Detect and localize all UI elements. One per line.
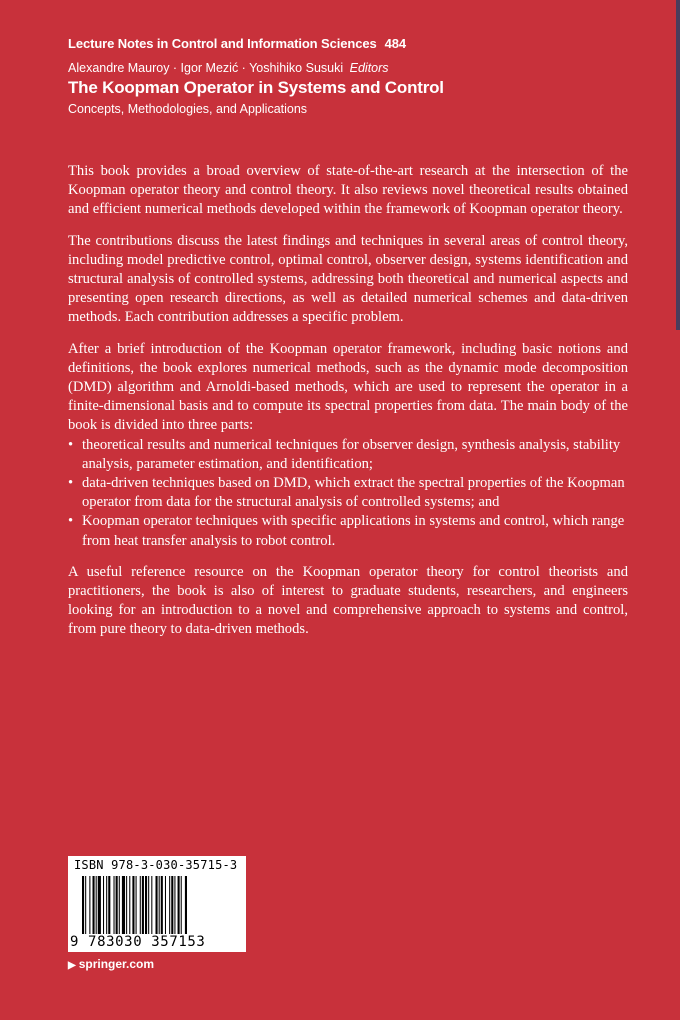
barcode-digits: 9 783030 357153 [70, 934, 206, 950]
barcode-bar [181, 876, 182, 934]
series-name: Lecture Notes in Control and Information Sciences [68, 36, 377, 51]
barcode-bar [85, 876, 86, 934]
editors-label: Editors [349, 61, 389, 75]
barcode-bar [106, 876, 107, 934]
barcode-bar [126, 876, 127, 934]
barcode-bar [140, 876, 141, 934]
blurb-paragraph-4: A useful reference resource on the Koopman operator theory for control theorists and practitioners, the book is also of interest to graduate students, researchers, and engineers looking for an introduction to a novel and comprehensive approach to systems and control, from pure theory to data-driven methods. [68, 563, 628, 638]
blurb-paragraph-1: This book provides a broad overview of state-of-the-art research at the intersection of the Koopman operator theory and control theory. It also reviews novel theoretical results obtained and efficient numerical methods developed within the framework of Koopman operator theory. [68, 163, 628, 218]
barcode-bar [132, 876, 134, 934]
barcode-bar [108, 876, 110, 934]
barcode-bar [129, 876, 130, 934]
barcode-bar [185, 876, 187, 934]
author-names: Alexandre Mauroy · Igor Mezić · Yoshihiko Susuki [68, 61, 344, 75]
publisher-site: springer.com [78, 957, 155, 971]
barcode-bar [169, 876, 170, 934]
barcode-bar [156, 876, 158, 934]
blurb-paragraph-3: After a brief introduction of the Koopman operator framework, including basic notions and definitions, the book explores numerical methods, such as the dynamic mode decomposition (DMD) algorithm and Arnoldi-based methods, which are used to represent the operator in a finite-dimensional basis and to compute its spectral properties from data. The main body of the book is divided into three parts: [68, 340, 628, 434]
blurb [68, 162, 628, 652]
barcode-bar [145, 876, 147, 934]
isbn-barcode [68, 856, 246, 952]
list-item: • Koopman operator techniques with specific applications in systems and control, which range from heat transfer analysis to robot control. [68, 512, 628, 550]
publisher-link[interactable] [68, 957, 154, 971]
authors-line [68, 61, 658, 75]
book-title: The Koopman Operator in Systems and Control [68, 78, 444, 97]
barcode-bar [178, 876, 180, 934]
cover-header [68, 36, 658, 116]
barcode-bar [174, 876, 175, 934]
barcode-bar [159, 876, 160, 934]
barcode-bars [82, 876, 240, 934]
barcode-bar [82, 876, 84, 934]
list-item: • data-driven techniques based on DMD, which extract the spectral properties of the Koopman operator from data for the structural analysis of controlled systems; and [68, 474, 628, 512]
barcode-bar [136, 876, 137, 934]
arrow-icon: ▶ [68, 960, 76, 971]
barcode-bar [151, 876, 152, 934]
barcode-bar [103, 876, 104, 934]
barcode-bar [96, 876, 97, 934]
blurb-bullet-list [68, 436, 628, 551]
barcode-bar [165, 876, 166, 934]
volume-number: 484 [384, 36, 406, 51]
barcode-bar [142, 876, 144, 934]
barcode-bar [161, 876, 163, 934]
barcode-bar [114, 876, 115, 934]
barcode-bar [119, 876, 120, 934]
barcode-bar [171, 876, 173, 934]
series-line [68, 36, 658, 51]
list-item: • theoretical results and numerical techniques for observer design, synthesis analysis, stability analysis, parameter estimation, and identification; [68, 436, 628, 474]
spine-strip [676, 0, 680, 330]
barcode-bar [98, 876, 101, 934]
book-subtitle: Concepts, Methodologies, and Applications [68, 102, 308, 116]
isbn-text: ISBN 978-3-030-35715-3 [74, 858, 238, 872]
barcode-bar [116, 876, 118, 934]
barcode-bar [122, 876, 125, 934]
barcode-bar [89, 876, 90, 934]
blurb-paragraph-2: The contributions discuss the latest findings and techniques in several areas of control theory, including model predictive control, optimal control, observer design, systems identification and structural analysis of controlled systems, addressing both theoretical and numerical aspects and presenting open research directions, as well as detailed numerical schemes and data-driven methods. Each contribution addresses a specific problem. [68, 232, 628, 326]
barcode-bar [148, 876, 149, 934]
barcode-bar [93, 876, 95, 934]
